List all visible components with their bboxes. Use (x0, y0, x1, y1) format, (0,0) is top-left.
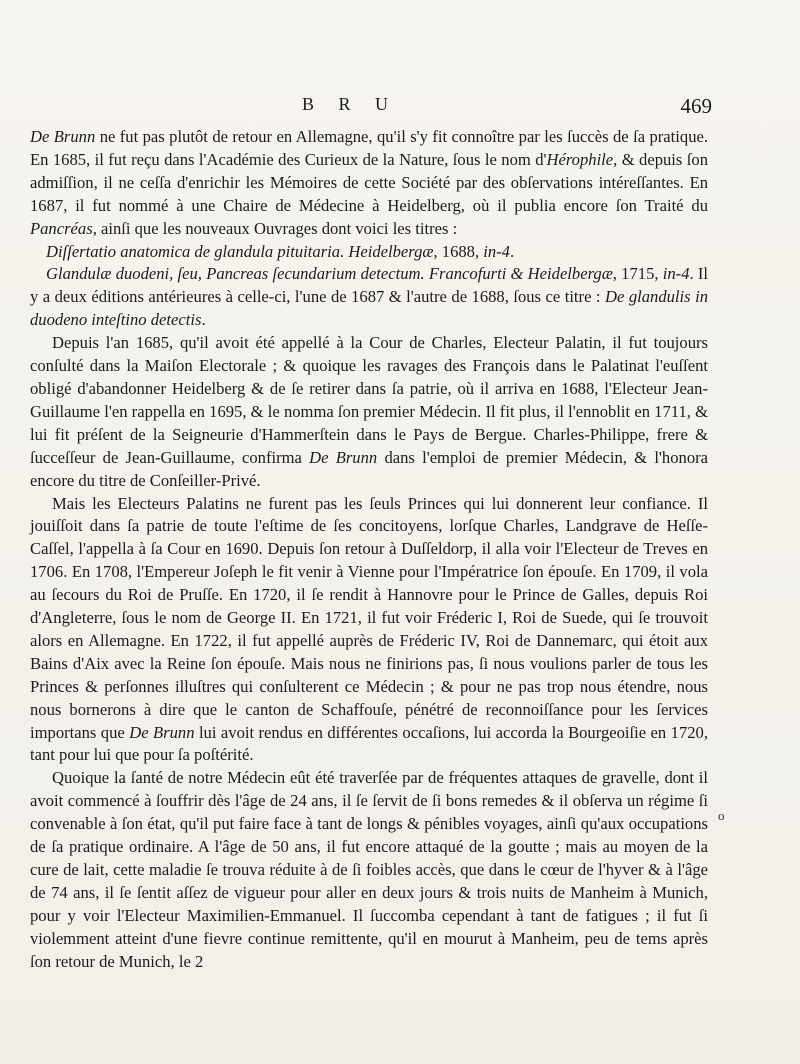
body-text (30, 126, 708, 974)
paragraph (30, 332, 708, 492)
text-run: Quoique la ſanté de notre Médecin eût été traverſée par de fréquentes attaques de gravelle, dont il avoit commencé à ſouffrir dès l'âge de 24 ans, il ſe ſervit de ſi bons remedes & il obſerva un régime ſi convenable à ſon état, qu'il put faire face à tant de longs & pénibles voyages, ainſi qu'aux occupations de ſa pratique ordinaire. A l'âge de 50 ans, il fut encore attaqué de la goutte ; mais au moyen de la cure de lait, cette maladie ſe trouva réduite à de ſi foibles accès, que dans le cœur de l'hyver & à l'âge de 74 ans, il ſe ſentit aſſez de vigueur pour aller en deux jours & trois nuits de Manheim à Munich, pour y voir l'Electeur Maximilien-Emmanuel. Il ſuccomba cependant à tant de fatigues ; il fut ſi violemment atteint d'une fievre continue remittente, qu'il en mourut à Manheim, peu de tems après ſon retour de Munich, le 2 (30, 768, 708, 971)
text-run: lui avoit rendus en différentes occaſions, lui accorda la Bourgeoiſie en 1720, tant pour lui que pour ſa poſtérité. (30, 722, 708, 765)
italic-text: Diſſertatio anatomica de glandula pituitaria. Heidelbergæ (46, 241, 434, 261)
italic-text: in-4 (483, 241, 510, 261)
italic-text: De glandulis in duodeno inteſtino detectis (30, 287, 708, 330)
italic-text: Glandulæ duodeni, ſeu, Pancreas ſecundarium detectum. Francofurti & Heidelbergæ (46, 264, 613, 284)
running-head: B R U (301, 94, 398, 114)
italic-text: Hérophile (546, 149, 614, 169)
text-run: ne fut pas plutôt de retour en Allemagne, qu'il s'y fit connoître par les ſuccès de ſa pratique. En 1685, il fut reçu dans l'Académie des Curieux de la Nature, ſous le nom d' (30, 127, 709, 169)
citation-1 (30, 241, 708, 264)
paragraph (30, 126, 708, 241)
italic-text: Pancréas (30, 218, 93, 238)
text-run: . (509, 241, 515, 261)
text-run: . Il y a deux éditions antérieures à celle-ci, l'une de 1687 & l'autre de 1688, ſous ce titre : (30, 264, 709, 307)
italic-text: De Brunn (129, 722, 195, 742)
margin-mark: o (718, 808, 725, 823)
italic-text: De Brunn (309, 447, 378, 467)
paragraph (30, 767, 708, 973)
text-run: , 1688, (433, 241, 484, 261)
page-header (0, 92, 800, 120)
text-run: . (201, 310, 206, 330)
paragraph (30, 493, 708, 768)
italic-text: De Brunn (30, 127, 96, 146)
italic-text: in-4 (662, 264, 690, 284)
text-run: Depuis l'an 1685, qu'il avoit été appellé à la Cour de Charles, Electeur Palatin, il fut toujours conſulté dans la Maiſon Electorale ; & quoique les ravages des François dans le Palatinat l'euſſent obligé d'abandonner Heidelberg & de ſe retirer dans ſa patrie, où il arriva en 1688, l'Electeur Jean-Guillaume l'en rappella en 1695, & le nomma ſon premier Médecin. Il fit plus, il l'ennoblit en 1711, & lui fit préſent de la Seigneurie d'Hammerſtein dans le Pays de Bergue. Charles-Philippe, frere & ſucceſſeur de Jean-Guillaume, confirma (30, 333, 708, 467)
citation-2 (30, 263, 708, 332)
text-run: , 1715, (612, 264, 663, 284)
page-number: 469 (680, 94, 712, 118)
text-run: Mais les Electeurs Palatins ne furent pas les ſeuls Princes qui lui donnerent leur confiance. Il jouiſſoit dans ſa patrie de toute l'eſtime de ſes concitoyens, lorſque Charles, Landgrave de Heſſe-Caſſel, l'appella à ſa Cour en 1690. Depuis ſon retour à Duſſeldorp, il alla voir l'Electeur de Treves en 1706. En 1708, l'Empereur Joſeph le fit venir à Vienne pour l'Impératrice ſon épouſe. En 1709, il vola au ſecours du Roi de Pruſſe. En 1720, il ſe rendit à Hannovre pour le Prince de Galles, depuis Roi d'Angleterre, ſous le nom de George II. En 1721, il fut voir Fréderic I, Roi de Suede, qui ſe trouvoit alors en Allemagne. En 1722, il fut appellé auprès de Fréderic IV, Roi de Dannemarc, qui étoit aux Bains d'Aix avec la Reine ſon épouſe. Mais nous ne finirions pas, ſi nous voulions parler de tous les Princes & perſonnes illuſtres qui conſulterent ce Médecin ; & pour ne pas trop nous étendre, nous nous bornerons à dire que le canton de Schaffouſe, pénétré de reconnoiſſance pour les ſervices importans que (30, 493, 708, 742)
text-run: , & depuis ſon admiſſion, il ne ceſſa d'enrichir les Mémoires de cette Société par des obſervations intéreſſantes. En 1687, il fut nommé à une Chaire de Médecine à Heidelberg, où il publia encore ſon Traité du (30, 149, 708, 215)
text-run: , ainſi que les nouveaux Ouvrages dont voici les titres : (92, 218, 458, 238)
text-run: dans l'emploi de premier Médecin, & l'honora encore du titre de Conſeiller-Privé. (30, 447, 709, 490)
